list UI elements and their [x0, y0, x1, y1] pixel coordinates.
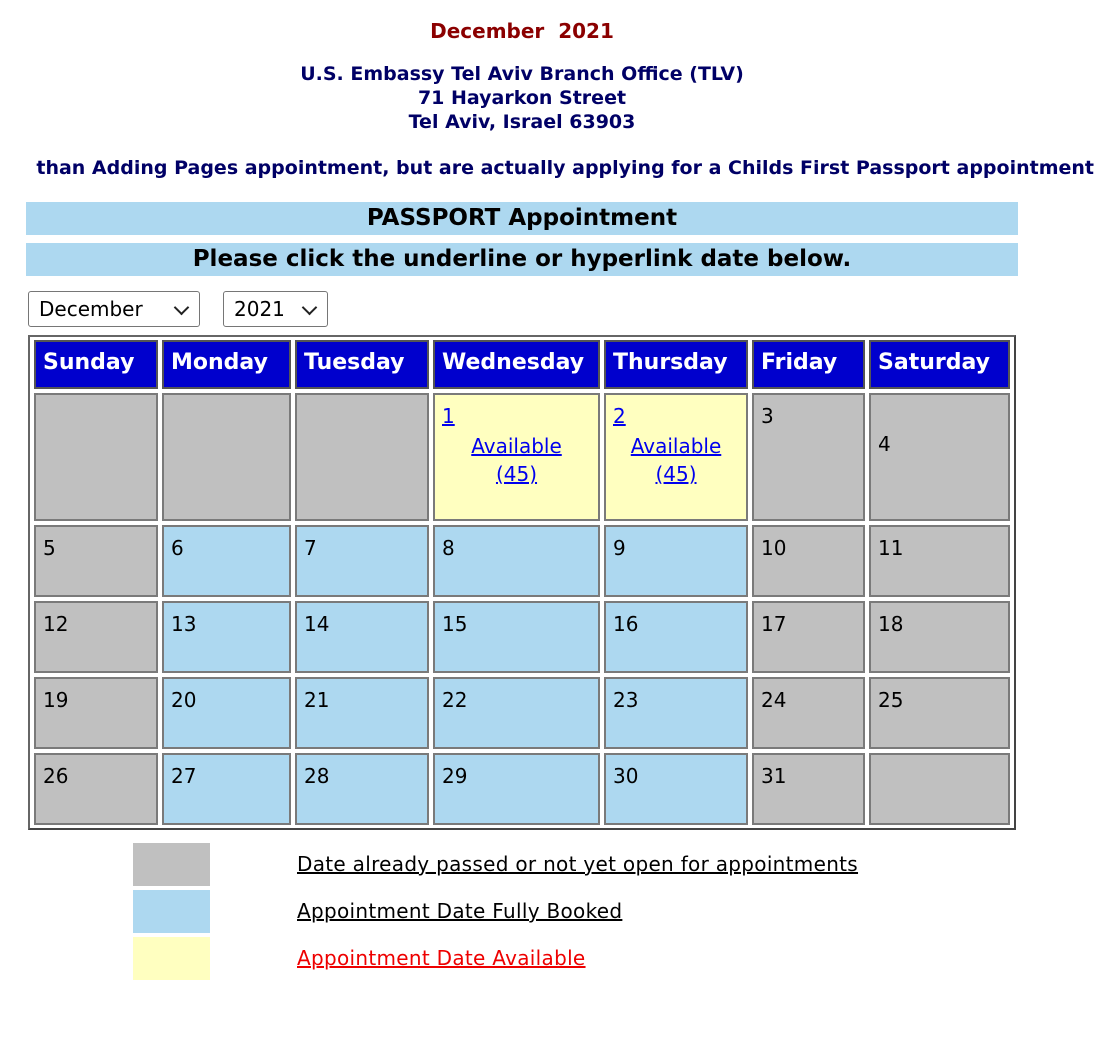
empty-day-cell — [34, 393, 158, 521]
day-number: 7 — [304, 536, 317, 560]
office-name: U.S. Embassy Tel Aviv Branch Office (TLV) — [300, 63, 744, 85]
month-year-title: December 2021 — [430, 19, 614, 43]
empty-day-cell — [869, 753, 1010, 825]
day-cell-11 — [869, 525, 1010, 597]
office-street: 71 Hayarkon Street — [417, 87, 627, 109]
day-number: 16 — [613, 612, 639, 636]
day-number: 11 — [878, 536, 904, 560]
weekday-header-friday: Friday — [752, 340, 865, 389]
instruction-banner: Please click the underline or hyperlink date below. — [26, 243, 1018, 276]
weekday-header-monday: Monday — [162, 340, 291, 389]
availability-count[interactable]: (45) — [495, 462, 538, 486]
day-number: 21 — [304, 688, 330, 712]
weekday-header-tuesday: Tuesday — [295, 340, 429, 389]
day-cell-6 — [162, 525, 291, 597]
legend-swatch-booked — [133, 890, 210, 933]
day-cell-27 — [162, 753, 291, 825]
year-select[interactable] — [223, 291, 328, 327]
day-number: 3 — [761, 404, 774, 428]
day-number: 5 — [43, 536, 56, 560]
day-cell-16 — [604, 601, 748, 673]
day-number: 25 — [878, 688, 904, 712]
empty-day-cell — [295, 393, 429, 521]
day-cell-14 — [295, 601, 429, 673]
availability-link[interactable] — [435, 432, 598, 488]
legend-swatch-available — [133, 937, 210, 980]
office-city: Tel Aviv, Israel 63903 — [408, 111, 636, 133]
day-cell-29 — [433, 753, 600, 825]
year-select-value: 2021 — [234, 297, 285, 321]
day-number: 27 — [171, 764, 197, 788]
day-cell-18 — [869, 601, 1010, 673]
legend-label-passed: Date already passed or not yet open for appointments — [297, 852, 859, 876]
day-cell-22 — [433, 677, 600, 749]
day-number: 26 — [43, 764, 69, 788]
day-cell-26 — [34, 753, 158, 825]
day-cell-15 — [433, 601, 600, 673]
day-cell-25 — [869, 677, 1010, 749]
day-cell-7 — [295, 525, 429, 597]
day-cell-31 — [752, 753, 865, 825]
day-cell-8 — [433, 525, 600, 597]
weekday-header-thursday: Thursday — [604, 340, 748, 389]
day-number: 13 — [171, 612, 197, 636]
legend-label-available: Appointment Date Available — [297, 946, 586, 970]
day-number: 18 — [878, 612, 904, 636]
day-link-1[interactable]: 1 — [442, 404, 455, 428]
day-cell-10 — [752, 525, 865, 597]
weekday-header-wednesday: Wednesday — [433, 340, 600, 389]
availability-count[interactable]: (45) — [655, 462, 697, 486]
day-cell-1[interactable] — [433, 393, 600, 521]
day-cell-3 — [752, 393, 865, 521]
day-number: 15 — [442, 612, 468, 636]
day-number: 17 — [761, 612, 787, 636]
weekday-header-sunday: Sunday — [34, 340, 158, 389]
day-cell-17 — [752, 601, 865, 673]
day-number: 8 — [442, 536, 455, 560]
day-cell-13 — [162, 601, 291, 673]
weekday-header-saturday: Saturday — [869, 340, 1010, 389]
day-cell-30 — [604, 753, 748, 825]
day-number: 31 — [761, 764, 787, 788]
legend-label-booked: Appointment Date Fully Booked — [297, 899, 623, 923]
day-cell-2[interactable] — [604, 393, 748, 521]
day-number: 4 — [878, 432, 891, 456]
day-cell-20 — [162, 677, 291, 749]
day-cell-9 — [604, 525, 748, 597]
day-number: 14 — [304, 612, 330, 636]
office-address — [0, 62, 1044, 134]
day-number: 12 — [43, 612, 69, 636]
day-number: 10 — [761, 536, 787, 560]
month-select-value: December — [39, 297, 143, 321]
day-cell-19 — [34, 677, 158, 749]
day-link-2[interactable]: 2 — [613, 404, 626, 428]
day-cell-5 — [34, 525, 158, 597]
availability-text[interactable]: Available — [471, 434, 562, 458]
day-number: 22 — [442, 688, 468, 712]
appointment-type-banner: PASSPORT Appointment — [26, 202, 1018, 235]
appointment-notice: than Adding Pages appointment, but are actually applying for a Childs First Passport appointment — [36, 157, 1094, 179]
empty-day-cell — [162, 393, 291, 521]
day-cell-23 — [604, 677, 748, 749]
day-cell-4 — [869, 393, 1010, 521]
day-number: 19 — [43, 688, 69, 712]
chevron-down-icon — [174, 300, 190, 316]
chevron-down-icon — [302, 300, 318, 316]
day-number: 24 — [761, 688, 787, 712]
day-number: 6 — [171, 536, 184, 560]
availability-link[interactable] — [606, 432, 746, 488]
day-number: 29 — [442, 764, 468, 788]
legend-swatch-passed — [133, 843, 210, 886]
day-number: 9 — [613, 536, 626, 560]
day-number: 30 — [613, 764, 639, 788]
day-number: 20 — [171, 688, 197, 712]
day-number: 28 — [304, 764, 330, 788]
month-select[interactable] — [28, 291, 200, 327]
day-cell-24 — [752, 677, 865, 749]
day-cell-21 — [295, 677, 429, 749]
day-number: 23 — [613, 688, 639, 712]
availability-text[interactable]: Available — [630, 434, 722, 458]
day-cell-28 — [295, 753, 429, 825]
calendar-table — [28, 335, 1016, 830]
day-cell-12 — [34, 601, 158, 673]
